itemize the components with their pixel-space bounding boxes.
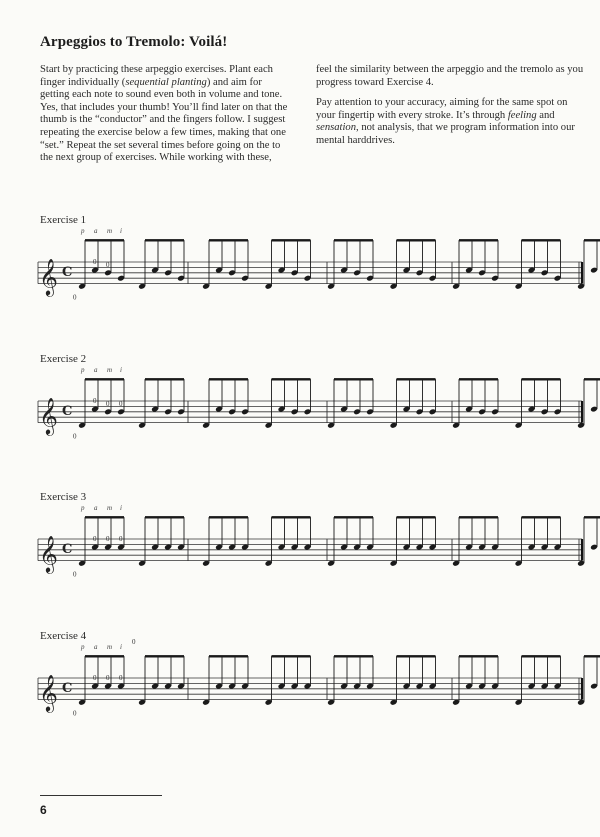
beam [522, 378, 561, 380]
fingering-letter: p [81, 366, 85, 375]
open-string-mark: 0 [106, 674, 110, 683]
beam [272, 516, 311, 518]
fingering-letter: m [107, 504, 113, 513]
open-string-mark-bass: 0 [73, 709, 77, 718]
beam [85, 378, 124, 380]
fingering-letter: m [107, 227, 113, 236]
staff-exercise-4 [0, 638, 600, 730]
open-string-mark-bass: 0 [73, 432, 77, 441]
beam [334, 239, 373, 241]
beam [145, 239, 184, 241]
staff-exercise-1 [0, 228, 600, 314]
open-string-mark: 0 [93, 397, 97, 406]
open-string-mark: 0 [119, 535, 123, 544]
paragraph-accuracy-part-c: , not analysis, that we program information into our mental harddrives. [316, 122, 575, 146]
beam [85, 239, 124, 241]
beam [397, 516, 436, 518]
paragraph-accuracy-part-b: and [536, 109, 555, 121]
beam [459, 378, 498, 380]
beam [522, 655, 561, 657]
fingering-letter: i [120, 643, 122, 652]
open-string-mark: 0 [119, 399, 123, 408]
fingering-letter: m [107, 643, 113, 652]
open-string-mark: 0 [93, 674, 97, 683]
fingering-letter: a [94, 227, 98, 236]
page-number: 6 [40, 803, 47, 817]
treble-clef: 𝄞 [39, 534, 58, 573]
beam [209, 239, 248, 241]
text-column-right [316, 64, 584, 156]
paragraph-accuracy-part-a: Pay attention to your accuracy, aiming for the same spot on your fingertip with every stroke. It’s through [316, 97, 568, 121]
staff-exercise-3 [0, 505, 600, 591]
treble-clef: 𝄞 [39, 396, 58, 435]
beam [145, 516, 184, 518]
fingering-letter: a [94, 504, 98, 513]
open-string-mark: 0 [106, 260, 110, 269]
open-string-mark: 0 [106, 399, 110, 408]
time-signature: C [62, 681, 73, 697]
paragraph-accuracy [316, 97, 584, 147]
beam [584, 655, 600, 657]
beam [334, 516, 373, 518]
fingering-letter: a [94, 366, 98, 375]
beam [522, 516, 561, 518]
fingering-letter: p [81, 643, 85, 652]
footer-rule [40, 795, 162, 796]
fingering-letter: m [107, 366, 113, 375]
beam [334, 378, 373, 380]
paragraph-intro-part-b: ) and aim for getting each note to sound even both in volume and tone. Yes, that includes your thumb! You’ll find later on that the thumb is the “conductor” and the fingers follow. I suggest repeating the exercise below a few times, making that one “set.” Repeat the set several times before going on the to the next group of exercises. While working with these, [40, 76, 288, 164]
beam [272, 378, 311, 380]
beam [522, 239, 561, 241]
beam [397, 378, 436, 380]
open-string-mark: 0 [132, 638, 136, 646]
time-signature: C [62, 542, 73, 558]
text-column-left [40, 64, 292, 173]
fingering-letter: i [120, 504, 122, 513]
beam [334, 655, 373, 657]
sensation-emphasis: sensation [316, 122, 357, 134]
beam [584, 378, 600, 380]
treble-clef: 𝄞 [39, 673, 58, 712]
feeling-emphasis: feeling [507, 109, 537, 121]
beam [145, 655, 184, 657]
time-signature: C [62, 404, 73, 420]
beam [397, 655, 436, 657]
fingering-letter: i [120, 227, 122, 236]
fingering-letter: i [120, 366, 122, 375]
open-string-mark-bass: 0 [73, 293, 77, 302]
beam [209, 516, 248, 518]
open-string-mark: 0 [119, 674, 123, 683]
fingering-letter: p [81, 504, 85, 513]
beam [584, 239, 600, 241]
beam [459, 239, 498, 241]
beam [459, 655, 498, 657]
beam [85, 655, 124, 657]
beam [209, 378, 248, 380]
open-string-mark: 0 [93, 535, 97, 544]
exercise-label: Exercise 2 [40, 353, 87, 365]
treble-clef: 𝄞 [39, 257, 58, 296]
page-title: Arpeggios to Tremolo: Voilá! [40, 34, 228, 50]
paragraph-continuation: feel the similarity between the arpeggio and the tremolo as you progress toward Exercise 4. [316, 64, 584, 88]
beam [209, 655, 248, 657]
paragraph-intro [40, 64, 292, 165]
staff-exercise-2 [0, 367, 600, 453]
beam [272, 655, 311, 657]
beam [459, 516, 498, 518]
time-signature: C [62, 265, 73, 281]
paragraph-intro-part-a: Start by practicing these arpeggio exercises. Plant each finger individually ( [40, 64, 273, 88]
sequential-planting-emphasis: sequential planting [125, 76, 207, 88]
beam [272, 239, 311, 241]
beam [397, 239, 436, 241]
beam [85, 516, 124, 518]
fingering-letter: a [94, 643, 98, 652]
beam [145, 378, 184, 380]
open-string-mark: 0 [106, 535, 110, 544]
beam [584, 516, 600, 518]
fingering-letter: p [81, 227, 85, 236]
exercise-label: Exercise 3 [40, 491, 87, 503]
open-string-mark-bass: 0 [73, 570, 77, 579]
exercise-label: Exercise 4 [40, 630, 87, 642]
open-string-mark: 0 [93, 258, 97, 267]
exercise-label: Exercise 1 [40, 214, 87, 226]
